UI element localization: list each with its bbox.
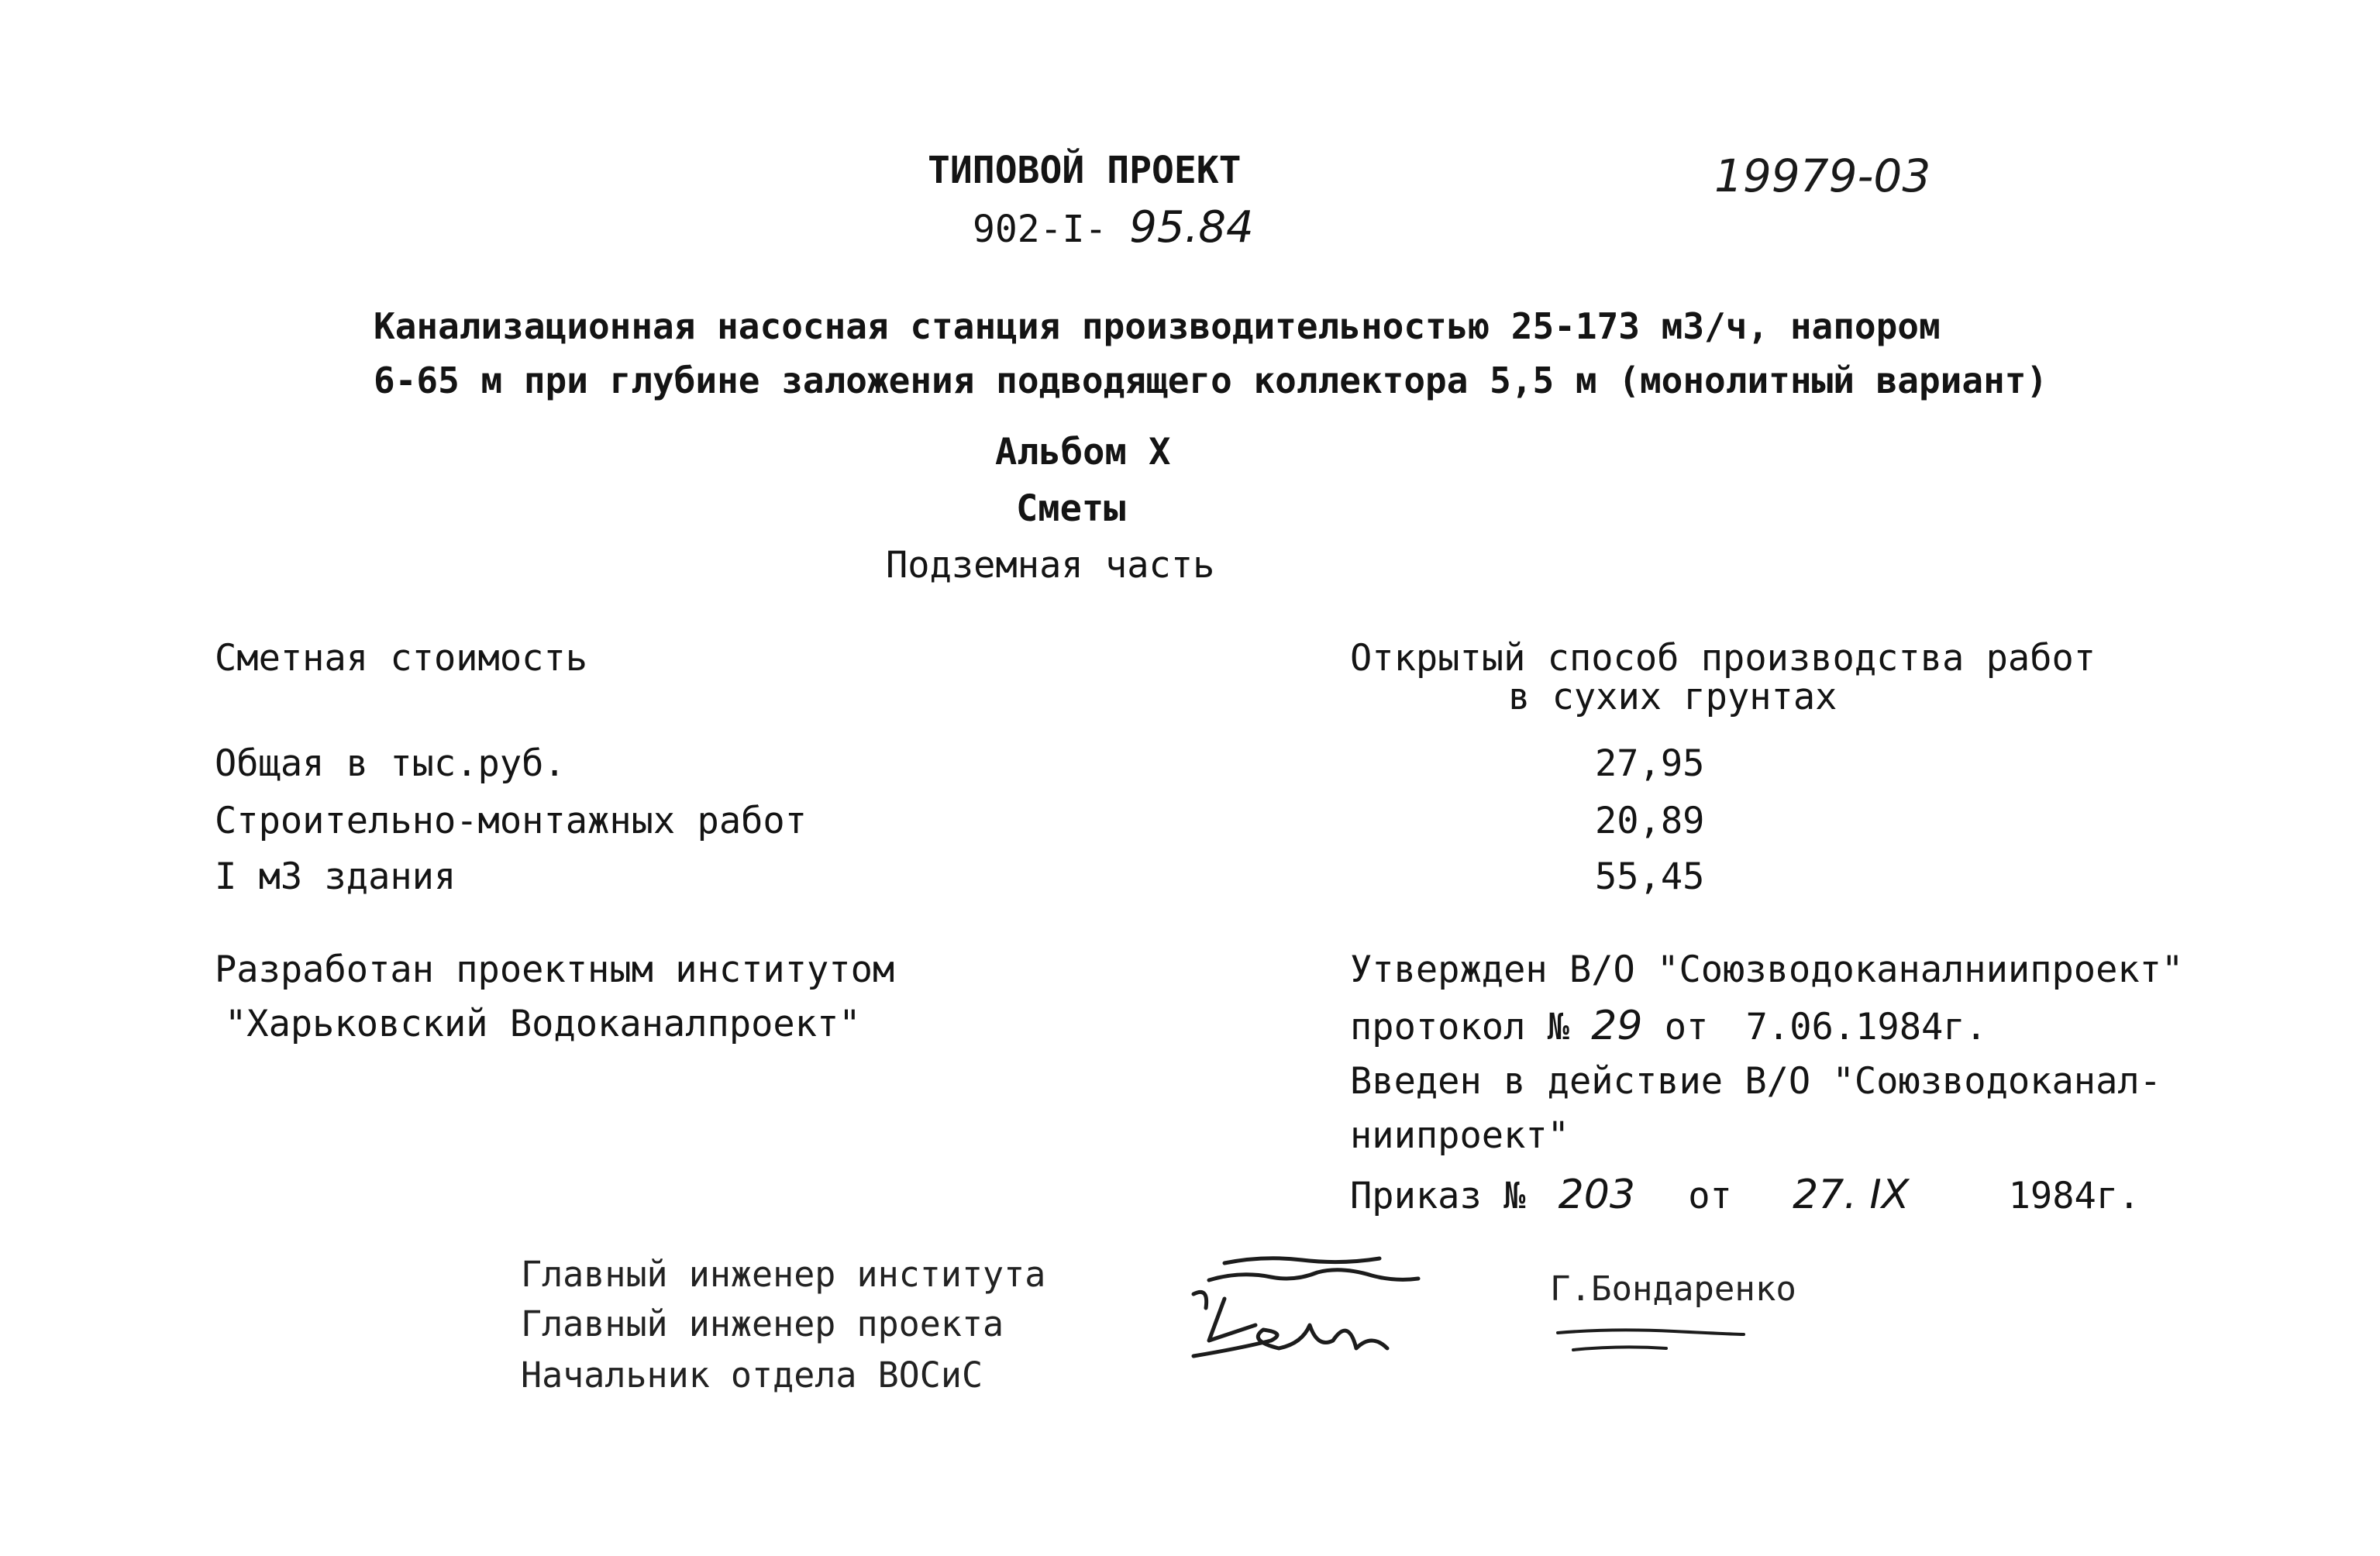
cost-row-label: I м3 здания xyxy=(215,855,456,898)
project-number xyxy=(973,202,1254,253)
project-number-prefix: 902-I- xyxy=(973,208,1107,251)
cost-row-label: Общая в тыс.руб. xyxy=(215,742,566,785)
title-line-1: Канализационная насосная станция производительностью 25-173 м3/ч, напором xyxy=(374,305,1941,347)
approval-line-4: ниипроект" xyxy=(1350,1114,1569,1157)
signature-role: Главный инженер проекта xyxy=(521,1303,1004,1344)
cost-value-header-line2: в сухих грунтах xyxy=(1508,676,1838,718)
signature-role: Главный инженер института xyxy=(521,1254,1046,1295)
protocol-prefix: протокол № xyxy=(1350,1006,1569,1048)
cost-row-value: 20,89 xyxy=(1595,800,1705,842)
approval-line-3: Введен в действие В/О "Союзводоканал- xyxy=(1350,1060,2161,1103)
cost-row-value: 27,95 xyxy=(1595,742,1705,785)
order-prefix: Приказ № xyxy=(1350,1175,1526,1217)
cost-value-header-line1: Открытый способ производства работ xyxy=(1350,637,2096,680)
approval-protocol xyxy=(1350,1003,1987,1049)
approval-line-1: Утвержден В/О "Союзводоканалниипроект" xyxy=(1350,948,2184,991)
cost-row-label: Строительно-монтажных работ xyxy=(215,800,808,842)
album-label: Альбом X xyxy=(995,431,1171,473)
developer-line-2: "Харьковский Водоканалпроект" xyxy=(225,1003,861,1045)
order-number-handwritten: 203 xyxy=(1558,1172,1635,1218)
protocol-number-handwritten: 29 xyxy=(1591,1003,1643,1049)
protocol-date: 7.06.1984г. xyxy=(1745,1006,1987,1048)
inventory-number: 19979-03 xyxy=(1714,150,1931,202)
project-number-handwritten: 95.84 xyxy=(1129,202,1254,253)
signature-strike xyxy=(1550,1317,1751,1364)
order-year: 1984г. xyxy=(2008,1175,2141,1217)
cost-row-value: 55,45 xyxy=(1595,855,1705,898)
developer-line-1: Разработан проектным институтом xyxy=(215,948,895,991)
approval-order xyxy=(1350,1172,2141,1218)
order-from: от xyxy=(1688,1175,1732,1217)
part-label: Подземная часть xyxy=(886,544,1215,587)
order-date-handwritten: 27. IX xyxy=(1793,1172,1910,1218)
title-line-2: 6-65 м при глубине заложения подводящего коллектора 5,5 м (монолитный вариант) xyxy=(374,360,2048,401)
signature-scribble xyxy=(1178,1232,1441,1387)
section-label: Сметы xyxy=(1016,487,1126,530)
project-type: ТИПОВОЙ ПРОЕКТ xyxy=(928,149,1242,192)
cost-label-header: Сметная стоимость xyxy=(215,637,588,680)
signature-name: Г.Бондаренко xyxy=(1550,1269,1796,1309)
signature-role: Начальник отдела ВОСиС xyxy=(521,1355,983,1396)
protocol-from: от xyxy=(1664,1006,1709,1048)
